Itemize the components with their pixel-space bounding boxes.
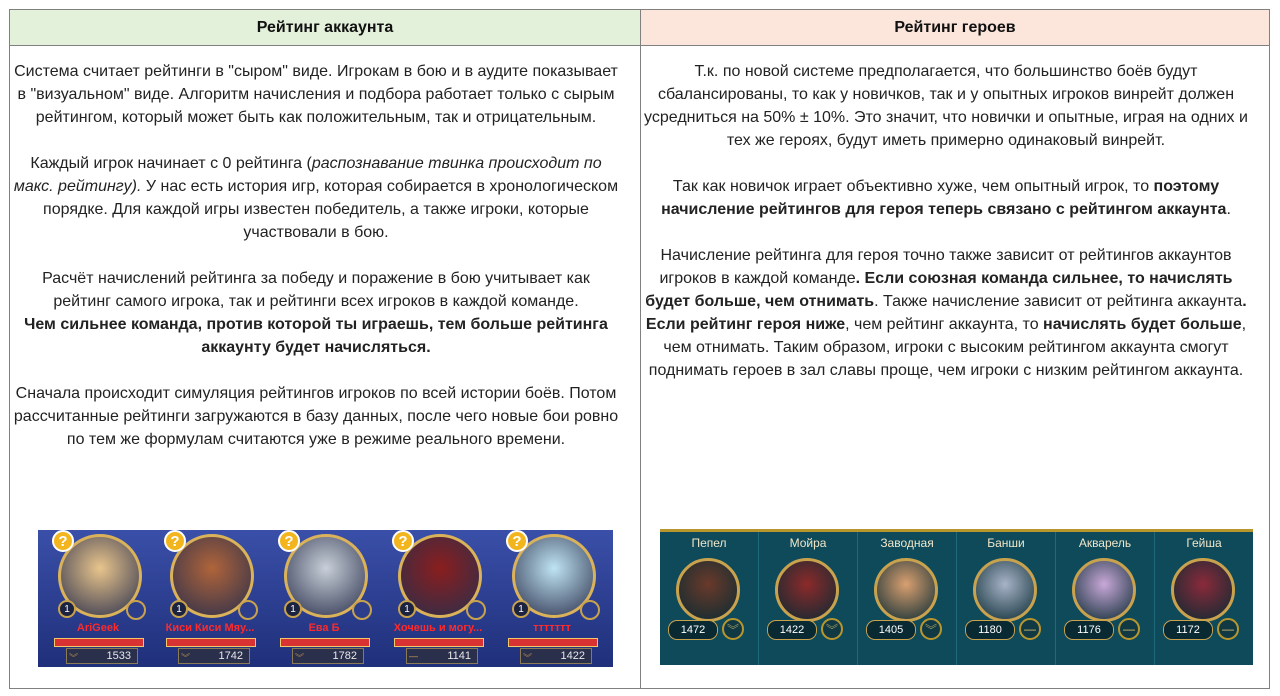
account-paragraph-2 (12, 152, 620, 244)
player-rating-value: 1422 (560, 650, 585, 662)
hero-rating: 1405 (866, 620, 916, 640)
column-divider (640, 10, 641, 688)
player-name: ттттттт (533, 622, 571, 634)
hero-card[interactable] (1155, 532, 1253, 665)
class-icon (352, 600, 372, 620)
player-card[interactable] (382, 530, 494, 667)
hero-rating-text (643, 60, 1249, 405)
rank-chevron-icon: ︾ (295, 653, 305, 663)
rank-chevron-icon: ︾ (181, 653, 191, 663)
account-paragraph-4: Сначала происходит симуляция рейтингов игроков по всей истории боёв. Потом рассчитанные рейтинги загружаются в базу данных, после чего новые бои ровно по тем же формулам считаются уже в режиме реального времени. (13, 385, 619, 448)
player-rating-value: 1141 (447, 650, 471, 662)
heroes-strip (660, 529, 1253, 665)
question-icon: ? (506, 530, 528, 552)
account-p3-bold: Чем сильнее команда, против которой ты играешь, тем больше рейтинга аккаунту будет начисляться. (24, 316, 608, 356)
hero-avatar (874, 558, 938, 622)
hero-name: Банши (987, 536, 1025, 550)
player-name: Ева Б (308, 622, 340, 634)
player-rating (178, 648, 250, 664)
player-rating (406, 648, 478, 664)
hero-name: Мойра (789, 536, 827, 550)
rank-dash-icon: — (409, 651, 418, 661)
rank-dash-icon: — (1118, 618, 1140, 640)
question-icon: ? (278, 530, 300, 552)
hero-p3-a: Начисление рейтинга для героя точно также зависит от рейтингов аккаунтов игроков в каждой команде (659, 247, 1232, 287)
class-icon (126, 600, 146, 620)
question-icon: ? (52, 530, 74, 552)
rank-dash-icon: — (1217, 618, 1239, 640)
health-bar (508, 638, 598, 647)
level-badge: 1 (398, 600, 416, 618)
class-icon (238, 600, 258, 620)
account-p2-italic: распознавание твинка происходит по макс. рейтингу). (13, 155, 602, 195)
level-badge: 1 (170, 600, 188, 618)
hero-p3-d: . Если рейтинг героя ниже (645, 293, 1247, 333)
player-rating (520, 648, 592, 664)
rank-chevron-icon: ︾ (523, 653, 533, 663)
hero-name: Пепел (691, 536, 727, 550)
rank-chevron-icon: ︾ (920, 618, 942, 640)
account-rating-text (12, 60, 620, 474)
class-icon (466, 600, 486, 620)
hero-name: Заводная (880, 536, 934, 550)
hero-rating: 1422 (767, 620, 817, 640)
hero-rating: 1176 (1064, 620, 1114, 640)
level-badge: 1 (284, 600, 302, 618)
hero-avatar (1072, 558, 1136, 622)
player-rating (292, 648, 364, 664)
health-bar (280, 638, 370, 647)
account-p3-text: Расчёт начислений рейтинга за победу и поражение в бою учитывает как рейтинг самого игрока, так и рейтинги всех игроков в каждой команде. (42, 270, 590, 310)
health-bar (394, 638, 484, 647)
hero-p2-start: Так как новичок играет объективно хуже, чем опытный игрок, то (672, 178, 1154, 195)
hero-p2-end: . (1226, 201, 1231, 218)
class-icon (580, 600, 600, 620)
player-rating-value: 1782 (332, 650, 357, 662)
hero-avatar (775, 558, 839, 622)
hero-name: Акварель (1078, 536, 1132, 550)
header-account-rating: Рейтинг аккаунта (10, 10, 640, 46)
hero-p3-f: начислять будет больше (1043, 316, 1242, 333)
hero-name: Гейша (1186, 536, 1222, 550)
player-card[interactable] (154, 530, 266, 667)
account-paragraph-3 (12, 267, 620, 359)
players-strip (38, 530, 613, 667)
hero-avatar (973, 558, 1037, 622)
level-badge: 1 (512, 600, 530, 618)
account-p2-end: У нас есть история игр, которая собирается в хронологическом порядке. Для каждой игры известен победитель, а также игроки, которые участвовали в бою. (43, 178, 619, 241)
hero-p3-g: , чем отнимать. Таким образом, игроки с высоким рейтингом аккаунта смогут поднимать героев в зал славы проще, чем игроки с низким рейтингом аккаунта. (648, 316, 1247, 379)
player-rating-value: 1533 (106, 650, 131, 662)
hero-rating: 1472 (668, 620, 718, 640)
player-name: Хочешь и могу... (393, 622, 483, 634)
hero-card[interactable] (759, 532, 858, 665)
level-badge: 1 (58, 600, 76, 618)
account-paragraph-1: Система считает рейтинги в "сыром" виде. Игрокам в бою и в аудите показывает в "визуальном" виде. Алгоритм начисления и подбора работает только с сырым рейтингом, который может быть как положительным, так и отрицательным. (14, 63, 618, 126)
header-hero-rating: Рейтинг героев (641, 10, 1269, 46)
hero-card[interactable] (660, 532, 759, 665)
hero-card[interactable] (957, 532, 1056, 665)
hero-paragraph-1: Т.к. по новой системе предполагается, что большинство боёв будут сбалансированы, то как у новичков, так и у опытных игроков винрейт должен усредниться на 50% ± 10%. Это значит, что новички и опытные, играя на одних и тех же героях, будут иметь примерно одинаковый винрейт. (644, 63, 1248, 149)
player-name: Киси Киси Мяу... (165, 622, 255, 634)
hero-card[interactable] (1056, 532, 1155, 665)
hero-avatar (676, 558, 740, 622)
player-card[interactable] (268, 530, 380, 667)
health-bar (166, 638, 256, 647)
player-rating (66, 648, 138, 664)
hero-card[interactable] (858, 532, 957, 665)
hero-paragraph-2 (643, 175, 1249, 221)
hero-p3-e: , чем рейтинг аккаунта, то (845, 316, 1044, 333)
question-icon: ? (392, 530, 414, 552)
player-card[interactable] (496, 530, 608, 667)
hero-p3-b: . Если союзная команда сильнее, то начислять будет больше, чем отнимать (645, 270, 1233, 310)
hero-p2-bold: поэтому начисление рейтингов для героя теперь связано с рейтингом аккаунта (661, 178, 1227, 218)
rank-chevron-icon: ︾ (821, 618, 843, 640)
rank-dash-icon: — (1019, 618, 1041, 640)
question-icon: ? (164, 530, 186, 552)
player-card[interactable] (42, 530, 154, 667)
rank-chevron-icon: ︾ (722, 618, 744, 640)
hero-p3-c: . Также начисление зависит от рейтинга аккаунта (874, 293, 1243, 310)
hero-rating: 1180 (965, 620, 1015, 640)
hero-rating: 1172 (1163, 620, 1213, 640)
health-bar (54, 638, 144, 647)
player-rating-value: 1742 (218, 650, 243, 662)
rank-chevron-icon: ︾ (69, 653, 79, 663)
player-name: AriGeek (76, 622, 120, 634)
hero-paragraph-3 (643, 244, 1249, 382)
account-p2-start: Каждый игрок начинает с 0 рейтинга ( (30, 155, 312, 172)
hero-avatar (1171, 558, 1235, 622)
